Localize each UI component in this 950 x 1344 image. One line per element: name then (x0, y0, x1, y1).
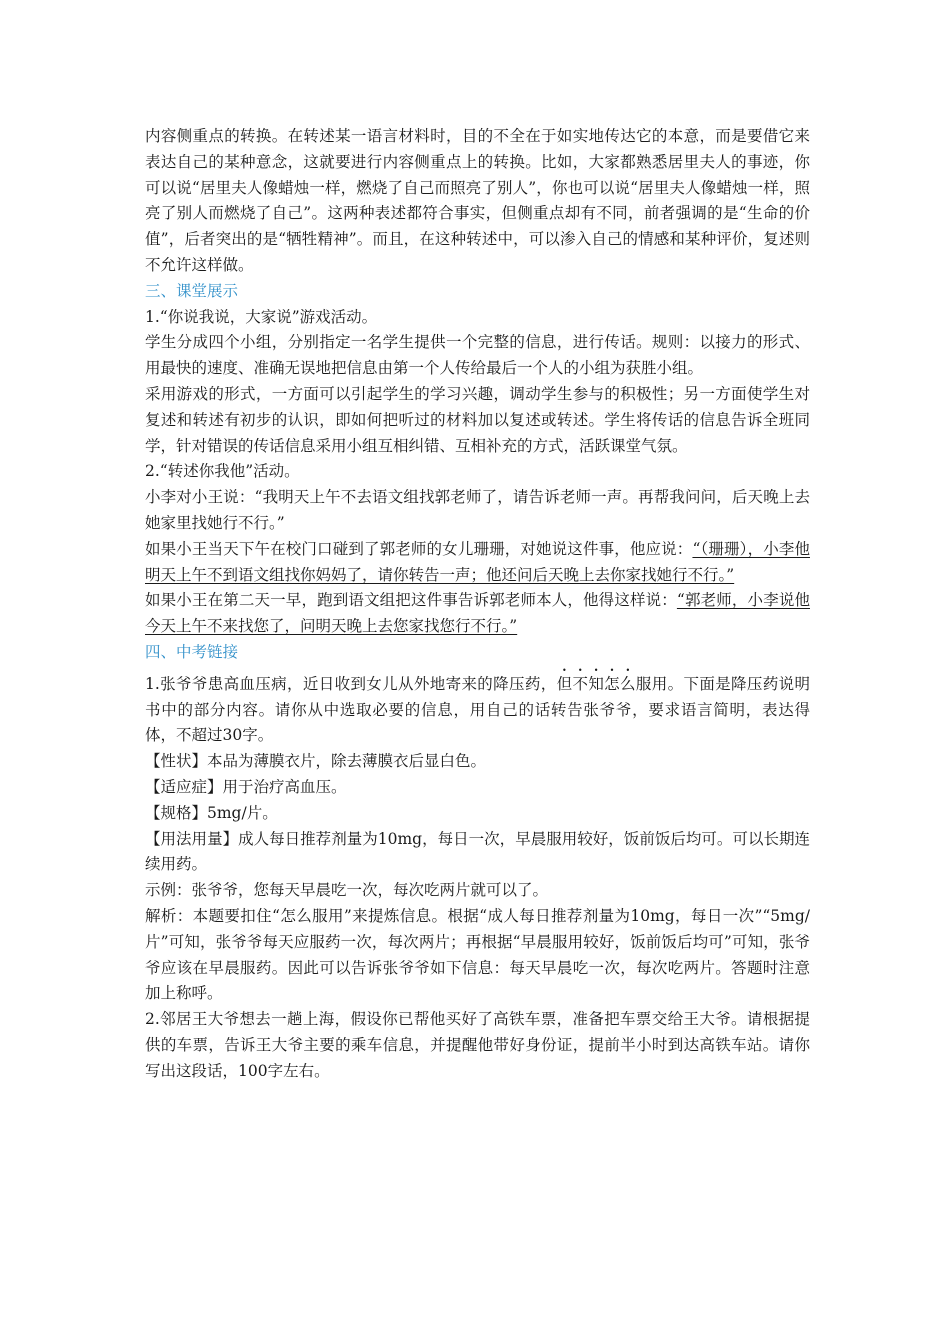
question-text: 如果小王当天下午在校门口碰到了郭老师的女儿珊珊，对她说这件事，他应说： (145, 539, 693, 558)
paragraph-transform-focus: 内容侧重点的转换。在转述某一语言材料时，目的不全在于如实地传达它的本意，而是要借它来表达自己的某种意念，这就要进行内容侧重点上的转换。比如，大家都熟悉居里夫人的事迹，你可以说“居里夫人像蜡烛一样，燃烧了自己而照亮了别人”，你也可以说“居里夫人像蜡烛一样，照亮了别人而燃烧了自己”。这两种表述都符合事实，但侧重点却有不同，前者强调的是“生命的价值”，后者突出的是“牺牲精神”。而且，在这种转述中，可以渗入自己的情感和某种评价，复述则不允许这样做。 (145, 127, 810, 274)
activity-2-title: 2.“转述你我他”活动。 (145, 462, 300, 481)
activity-2-question-2 (145, 588, 810, 640)
question-text: 如果小王在第二天一早，跑到语文组把这件事告诉郭老师本人，他得这样说： (145, 591, 677, 610)
question-text: 1.张爷爷患高血压病，近日收到女儿从外地寄来的降压药， (145, 674, 557, 693)
medicine-dosage: 【用法用量】成人每日推荐剂量为10mg，每日一次，早晨服用较好，饭前饭后均可。可以长期连续用药。 (145, 829, 810, 874)
activity-1-title: 1.“你说我说，大家说”游戏活动。 (145, 307, 378, 326)
activity-2-quote: 小李对小王说：“我明天上午不去语文组找郭老师了，请告诉老师一声。再帮我问问，后天晚上去她家里找她行不行。” (145, 488, 810, 532)
emphasis-dotted-text: 但不知怎么 (556, 674, 636, 693)
answer-underlined: “郭老师，小李说他今天上午不来找您了，问明天晚上去您家找您行不行。” (145, 591, 810, 636)
answer-underlined: “（珊珊），小李他明天上午不到语文组找你妈妈了，请你转告一声；他还问后天晚上去你家找她行不行。” (145, 539, 810, 584)
medicine-spec: 【规格】5mg/片。 (145, 803, 278, 822)
activity-1-purpose: 采用游戏的形式，一方面可以引起学生的学习兴趣，调动学生参与的积极性；另一方面使学生对复述和转述有初步的认识，即如何把听过的材料加以复述或转述。学生将传话的信息告诉全班同学，针对错误的传话信息采用小组互相纠错、互相补充的方式，活跃课堂气氛。 (145, 384, 810, 455)
section-heading-exam-link: 四、中考链接 (145, 642, 239, 661)
activity-2-question-1 (145, 537, 810, 589)
question-text: 服用。下面是降压药说明书中的部分内容。请你从中选取必要的信息，用自己的话转告张爷爷，要求语言简明，表达得体，不超过30字。 (145, 674, 810, 745)
analysis: 解析：本题要扣住“怎么服用”来提炼信息。根据“成人每日推荐剂量为10mg，每日一次”“5mg/片”可知，张爷爷每天应服药一次，每次两片；再根据“早晨服用较好，饭前饭后均可”可知，张爷爷应该在早晨服药。因此可以告诉张爷爷如下信息：每天早晨吃一次，每次吃两片。答题时注意加上称呼。 (145, 906, 810, 1003)
section-heading-classroom-display: 三、课堂展示 (145, 281, 239, 300)
example-answer: 示例：张爷爷，您每天早晨吃一次，每次吃两片就可以了。 (145, 881, 549, 900)
exam-question-2: 2.邻居王大爷想去一趟上海，假设你已帮他买好了高铁车票，准备把车票交给王大爷。请根据提供的车票，告诉王大爷主要的乘车信息，并提醒他带好身份证，提前半小时到达高铁车站。请你写出这段话，100字左右。 (145, 1010, 810, 1080)
document-page (145, 124, 810, 1084)
medicine-property: 【性状】本品为薄膜衣片，除去薄膜衣后显白色。 (145, 752, 487, 771)
exam-question-1 (145, 666, 810, 749)
activity-1-rule: 学生分成四个小组，分别指定一名学生提供一个完整的信息，进行传话。规则：以接力的形式、用最快的速度、准确无误地把信息由第一个人传给最后一个人的小组为获胜小组。 (145, 333, 810, 378)
medicine-indication: 【适应症】用于治疗高血压。 (145, 777, 347, 796)
